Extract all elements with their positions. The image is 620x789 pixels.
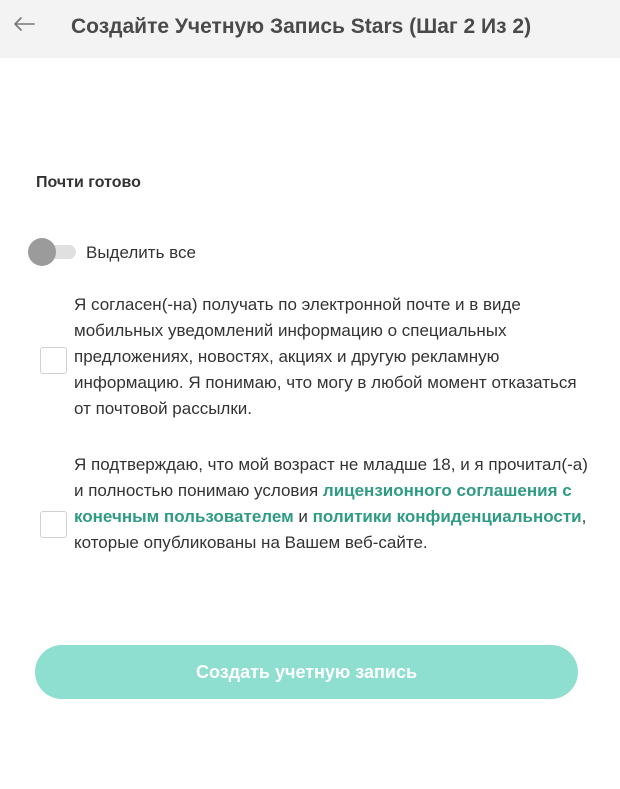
select-all-label: Выделить все (86, 243, 196, 262)
arrow-left-icon (13, 16, 35, 32)
privacy-policy-link[interactable]: политики конфиденциальности (312, 507, 582, 526)
select-all-toggle[interactable] (28, 238, 78, 266)
toggle-knob (28, 238, 56, 266)
terms-text-after: , которые опубликованы на Вашем веб-сайте. (74, 507, 587, 552)
marketing-consent-checkbox[interactable] (40, 347, 67, 374)
marketing-consent-text: Я согласен(-на) получать по электронной почте и в виде мобильных уведомлений информацию о специальных предложениях, новостях, акциях и другую рекламную информацию. Я понимаю, что могу в любой момент отказаться от почтовой рассылки. (74, 295, 577, 418)
terms-text-between: и (298, 507, 308, 526)
terms-text-before: Я подтверждаю, что мой возраст не младше 18, и я прочитал(-а) и полностью понимаю условия (74, 455, 588, 500)
terms-consent-text (74, 452, 594, 556)
terms-consent-checkbox[interactable] (40, 511, 67, 538)
back-button[interactable] (10, 10, 38, 38)
eula-link[interactable]: лицензионного соглашения с конечным пользователем (74, 481, 572, 526)
header-bar (0, 0, 620, 58)
create-account-button[interactable]: Создать учетную запись (35, 645, 578, 699)
section-title: Почти готово (36, 174, 141, 191)
page-title: Создайте Учетную Запись Stars (Шаг 2 Из 2) (71, 15, 532, 38)
